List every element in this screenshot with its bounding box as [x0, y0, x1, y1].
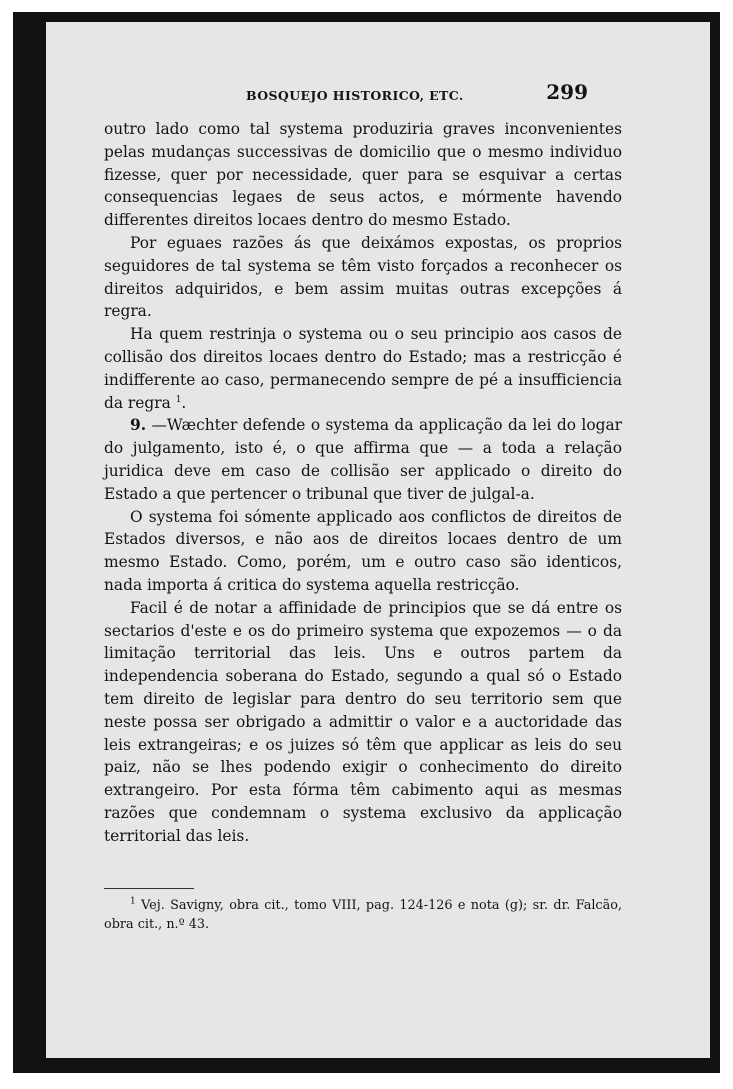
paragraph-1: outro lado como tal systema produziria graves inconvenientes pelas mudanças successivas de domicilio que o mesmo individuo fizesse, quer por necessidade, quer para se esquivar a certas consequencias legaes de seus actos, e mórmente havendo differentes direitos locaes dentro do mesmo Estado. [104, 120, 622, 230]
footnote-marker: 1 [130, 896, 136, 907]
section-number: 9. [130, 416, 147, 435]
footnote-divider [104, 888, 194, 889]
section-9-paragraph: 9. —Wæchter defende o systema da applicação da lei do logar do julgamento, isto é, o que affirma que — a toda a relação juridica deve em caso de collisão ser applicado o direito do Estado a que pertencer o tribunal que tiver de julgal-a. [104, 416, 622, 503]
footnote-text: Vej. Savigny, obra cit., tomo VIII, pag. 124-126 e nota (g); sr. dr. Falcão, obra cit., n.º 43. [104, 898, 622, 932]
footnote-reference: 1 [175, 394, 182, 405]
running-title: BOSQUEJO HISTORICO, ETC. [246, 88, 464, 103]
book-page [46, 22, 710, 1058]
paragraph-5: O systema foi sómente applicado aos conflictos de direitos de Estados diversos, e não aos de direitos locaes dentro de um mesmo Estado. Como, porém, um e outro caso são identicos, nada importa á critica do systema aquella restricção. [104, 507, 622, 594]
page-header [46, 80, 710, 110]
page-number: 299 [546, 80, 588, 104]
body-text [104, 118, 622, 848]
paragraph-2: Por eguaes razões ás que deixámos expostas, os proprios seguidores de tal systema se têm visto forçados a reconhecer os direitos adquiridos, e bem assim muitas outras excepções á regra. [104, 233, 622, 321]
paragraph-6: Facil é de notar a affinidade de principios que se dá entre os sectarios d'este e os do primeiro systema que expozemos — o da limitação territorial das leis. Uns e outros partem da independencia soberana do Estado, segundo a qual só o Estado tem direito de legislar para dentro do seu territorio sem que neste possa ser obrigado a admittir o valor e a auctoridade das leis extrangeiras; e os juizes só têm que applicar as leis do seu paiz, não se lhes podendo exigir o conhecimento do direito extrangeiro. Por esta fórma têm cabimento aqui as mesmas razões que condemnam o systema exclusivo da applicação territorial das leis. [104, 598, 622, 845]
footnote [104, 896, 622, 934]
paragraph-3: Ha quem restrinja o systema ou o seu principio aos casos de collisão dos direitos locaes dentro do Estado; mas a restricção é indifferente ao caso, permanecendo sempre de pé a insufficiencia da regra $^1$. [104, 325, 622, 412]
